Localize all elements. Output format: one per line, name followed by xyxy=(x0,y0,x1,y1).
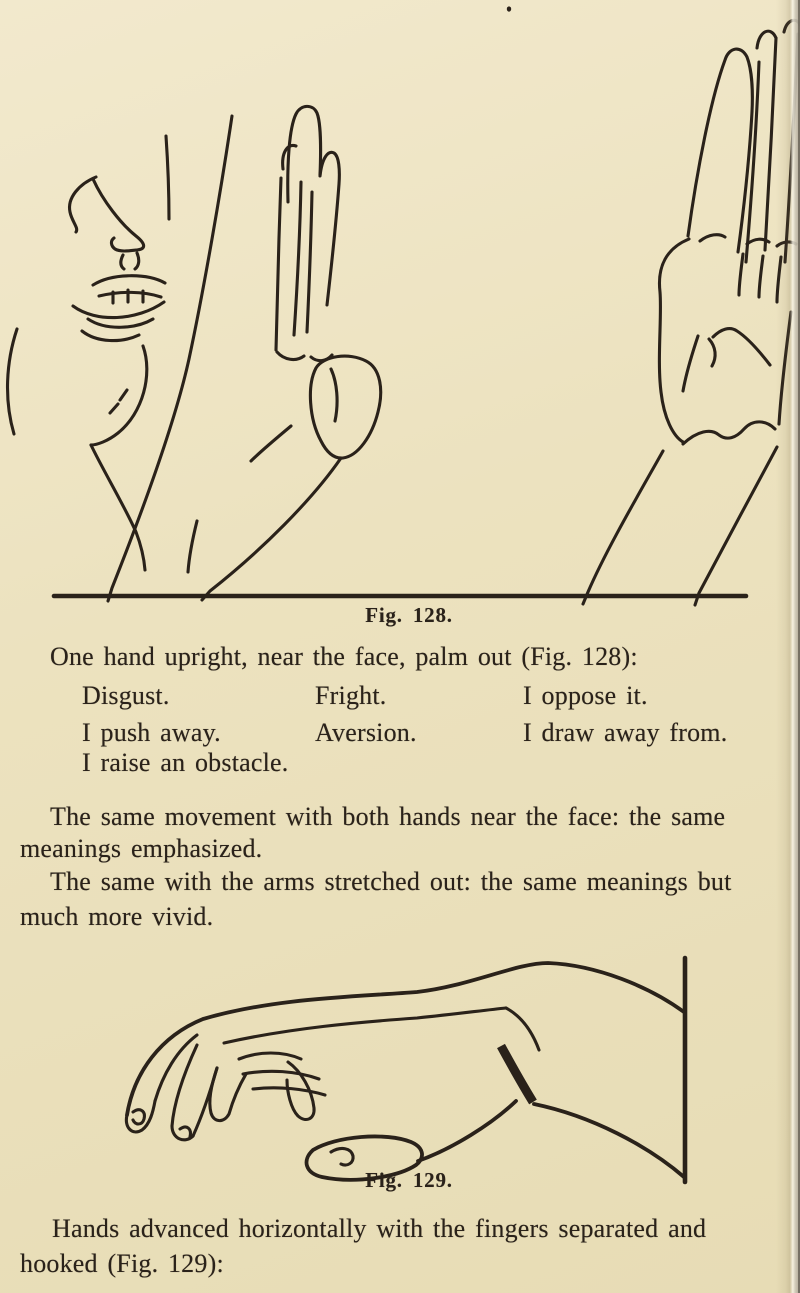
paragraph-hands-advanced-line2: hooked (Fig. 129): xyxy=(20,1249,224,1278)
gesture-meaning: Fright. xyxy=(315,681,387,710)
figure-128-caption: Fig. 128. xyxy=(365,603,453,627)
paragraph-arms-stretched-line1: The same with the arms stretched out: the same meanings but xyxy=(50,867,732,896)
ink-speck xyxy=(507,6,511,11)
paragraph-both-hands-line2: meanings emphasized. xyxy=(20,834,263,863)
gesture-meaning: I oppose it. xyxy=(523,681,648,710)
paragraph-both-hands-line1: The same movement with both hands near the face: the same xyxy=(50,802,726,831)
gesture-meaning: Aversion. xyxy=(315,718,417,747)
gesture-meaning: Disgust. xyxy=(82,681,170,710)
figure-128-illustration xyxy=(0,0,800,615)
figure-129-caption: Fig. 129. xyxy=(365,1168,453,1192)
gesture-meaning: I draw away from. xyxy=(523,718,728,747)
paragraph-hands-advanced-line1: Hands advanced horizontally with the fingers separated and xyxy=(52,1214,707,1243)
paragraph-arms-stretched-line2: much more vivid. xyxy=(20,902,214,931)
paragraph-one-hand-upright: One hand upright, near the face, palm out (Fig. 128): xyxy=(50,642,638,671)
page-edge-shadow xyxy=(776,0,800,1293)
gesture-meaning: I raise an obstacle. xyxy=(82,748,289,777)
gesture-meaning: I push away. xyxy=(82,718,221,747)
